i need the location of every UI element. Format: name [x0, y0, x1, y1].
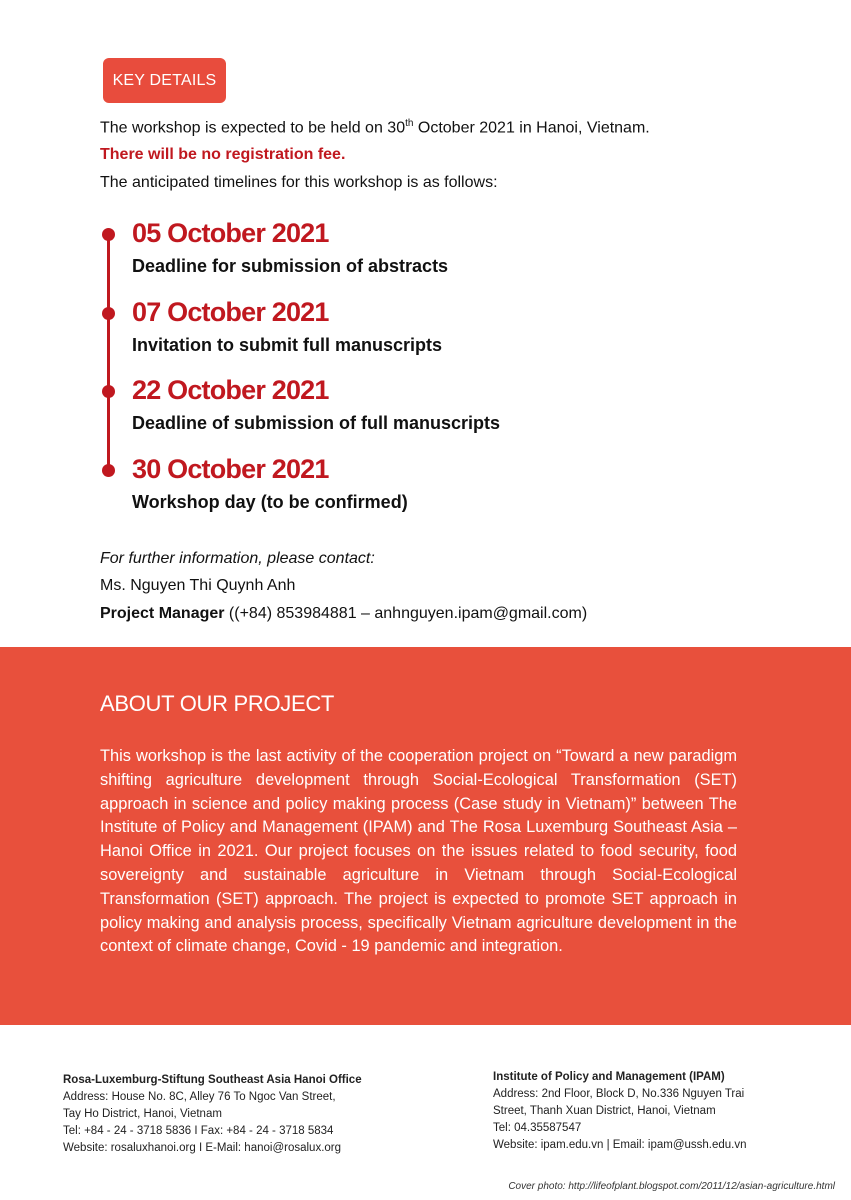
contact-role: Project Manager	[100, 605, 225, 622]
timeline-intro: The anticipated timelines for this workshop is as follows:	[100, 174, 498, 191]
timeline-description: Workshop day (to be confirmed)	[132, 492, 408, 512]
contact-name: Ms. Nguyen Thi Quynh Anh	[100, 577, 296, 594]
timeline-dot	[102, 385, 115, 398]
timeline-description: Deadline of submission of full manuscripts	[132, 413, 501, 433]
footer-ipam	[493, 1069, 747, 1154]
footer-line: Street, Thanh Xuan District, Hanoi, Vietnam	[493, 1105, 716, 1117]
workshop-date-line: The workshop is expected to be held on 30th October 2021 in Hanoi, Vietnam.	[100, 118, 650, 137]
footer-line: Address: House No. 8C, Alley 76 To Ngoc Van Street,	[63, 1091, 336, 1103]
timeline-date: 05 October 2021	[132, 218, 329, 248]
timeline-line	[107, 233, 110, 471]
key-details-badge: KEY DETAILS	[103, 58, 226, 103]
footer-org-title: Institute of Policy and Management (IPAM)	[493, 1071, 725, 1083]
footer-line: Tay Ho District, Hanoi, Vietnam	[63, 1108, 222, 1120]
contact-details	[100, 605, 587, 623]
registration-fee-note: There will be no registration fee.	[100, 146, 346, 163]
contact-intro: For further information, please contact:	[100, 550, 375, 567]
footer-line: Tel: 04.35587547	[493, 1122, 582, 1134]
timeline-date: 07 October 2021	[132, 297, 329, 327]
footer-line: Website: rosaluxhanoi.org I E-Mail: hanoi@rosalux.org	[63, 1142, 342, 1154]
contact-phone-email: ((+84) 853984881 – anhnguyen.ipam@gmail.com)	[224, 605, 588, 622]
about-title: ABOUT OUR PROJECT	[100, 691, 335, 716]
footer-line: Address: 2nd Floor, Block D, No.336 Nguyen Trai	[493, 1088, 745, 1100]
timeline-description: Deadline for submission of abstracts	[132, 256, 449, 276]
timeline-date: 30 October 2021	[132, 454, 329, 484]
timeline-dot	[102, 228, 115, 241]
timeline-dot	[102, 464, 115, 477]
footer-line: Website: ipam.edu.vn | Email: ipam@ussh.edu.vn	[493, 1139, 747, 1151]
footer-org-title: Rosa-Luxemburg-Stiftung Southeast Asia Hanoi Office	[63, 1074, 362, 1086]
about-body: This workshop is the last activity of the cooperation project on “Toward a new paradigm shifting agriculture development through Social-Ecological Transformation (SET) approach in science and policy making process (Case study in Vietnam)” between The Institute of Policy and Management (IPAM) and The Rosa Luxemburg Southeast Asia – Hanoi Office in 2021. Our project focuses on the issues related to food security, food sovereignty and sustainable agriculture in Vietnam through Social-Ecological Transformation (SET) approach. The project is expected to promote SET approach in policy making and analysis process, specifically Vietnam agriculture development in the context of climate change, Covid - 19 pandemic and integration.	[100, 747, 737, 956]
timeline-date: 22 October 2021	[132, 375, 329, 405]
cover-photo-credit: Cover photo: http://lifeofplant.blogspot.com/2011/12/asian-agriculture.html	[508, 1181, 835, 1192]
timeline-description: Invitation to submit full manuscripts	[132, 335, 443, 355]
footer-rosa-lux	[63, 1072, 362, 1157]
footer-line: Tel: +84 - 24 - 3718 5836 I Fax: +84 - 24 - 3718 5834	[63, 1125, 334, 1137]
timeline-dot	[102, 307, 115, 320]
